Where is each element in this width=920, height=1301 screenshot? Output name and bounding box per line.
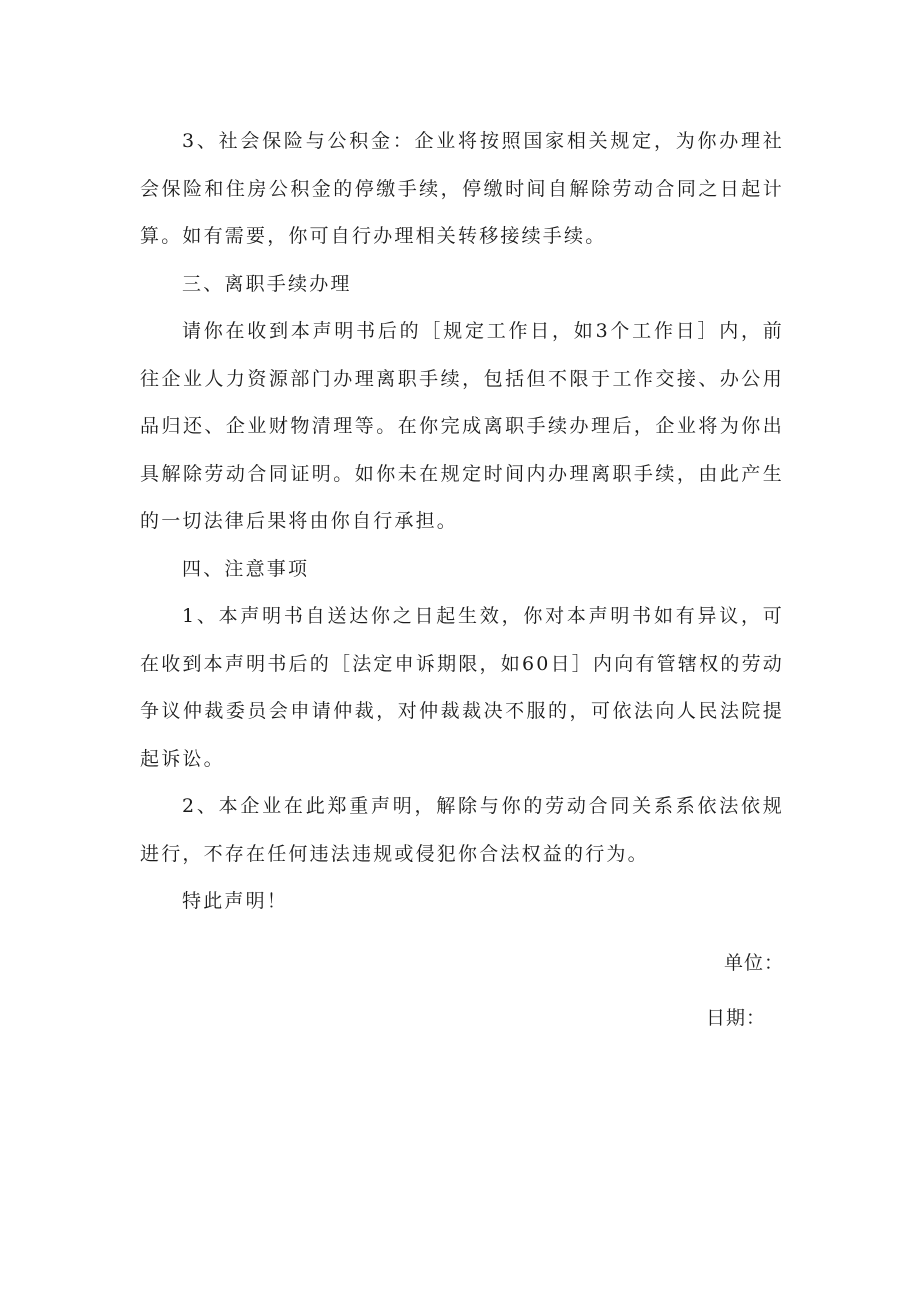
- paragraph-resignation-procedures: 请你在收到本声明书后的［规定工作日，如3个工作日］内，前往企业人力资源部门办理离职手续，包括但不限于工作交接、办公用品归还、企业财物清理等。在你完成离职手续办理后，企业将为你出具解除劳动合同证明。如你未在规定时间内办理离职手续，由此产生的一切法律后果将由你自行承担。: [140, 320, 784, 532]
- paragraph-note-declaration: 2、本企业在此郑重声明，解除与你的劳动合同关系系依法依规进行，不存在任何违法违规或侵犯你合法权益的行为。: [140, 795, 784, 865]
- paragraph-note-effectiveness: 1、本声明书自送达你之日起生效，你对本声明书如有异议，可在收到本声明书后的［法定申诉期限，如60日］内向有管辖权的劳动争议仲裁委员会申请仲裁，对仲裁裁决不服的，可依法向人民法院提起诉讼。: [140, 605, 784, 770]
- section-heading-notes: 四、注意事项: [182, 557, 310, 580]
- paragraph-social-insurance: 3、社会保险与公积金：企业将按照国家相关规定，为你办理社会保险和住房公积金的停缴手续，停缴时间自解除劳动合同之日起计算。如有需要，你可自行办理相关转移接续手续。: [140, 130, 784, 247]
- section-heading-resignation-procedures: 三、离职手续办理: [182, 272, 352, 295]
- signature-unit-label: 单位：: [723, 951, 784, 974]
- document-body: [140, 118, 784, 1043]
- signature-date-label: 日期：: [705, 1007, 766, 1029]
- closing-statement: 特此声明！: [182, 890, 289, 912]
